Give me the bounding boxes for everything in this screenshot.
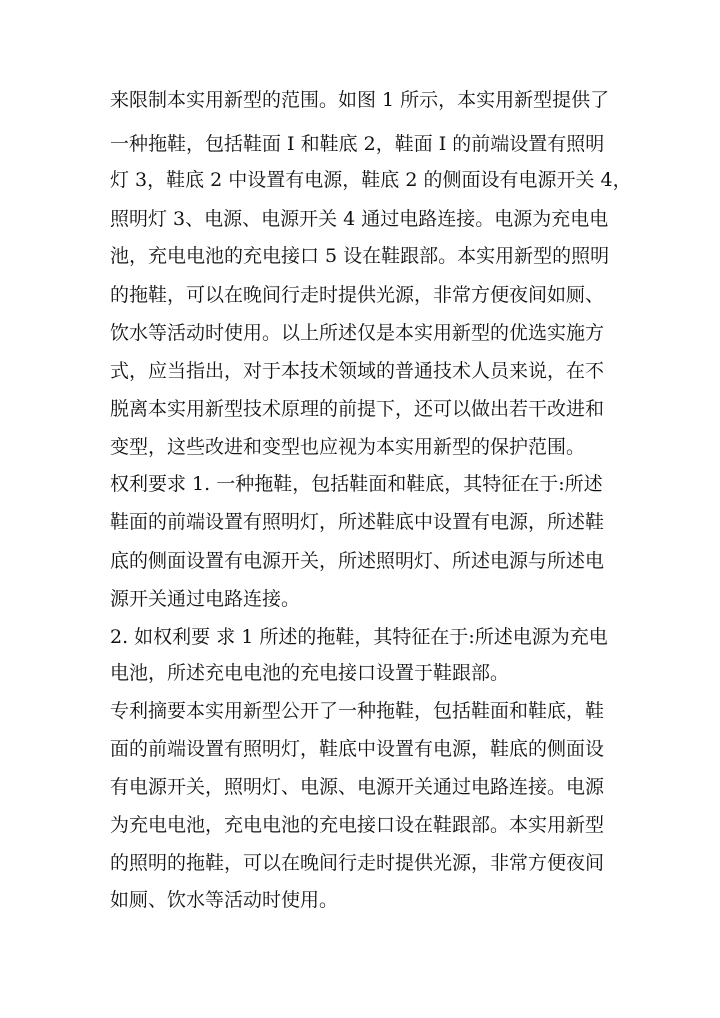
text-line: 来限制本实用新型的范围。如图 1 所示，本实用新型提供了 [110,89,610,111]
text-line: 2. 如权利要 求 1 所述的拖鞋，其特征在于:所述电源为充电 [110,626,608,648]
text-line: 池，充电电池的充电接口 5 设在鞋跟部。本实用新型的照明 [110,245,610,267]
text-line: 面的前端设置有照明灯，鞋底中设置有电源，鞋底的侧面设 [110,738,605,760]
text-line: 灯 3，鞋底 2 中设置有电源，鞋底 2 的侧面设有电源开关 4， [110,169,632,191]
text-line: 电池，所述充电电池的充电接口设置于鞋跟部。 [110,662,510,684]
text-line: 权利要求 1. 一种拖鞋，包括鞋面和鞋底，其特征在于:所述 [110,473,603,495]
text-line: 专利摘要本实用新型公开了一种拖鞋，包括鞋面和鞋底，鞋 [110,700,605,722]
text-line: 有电源开关，照明灯、电源、电源开关通过电路连接。电源 [110,776,605,798]
text-line: 鞋面的前端设置有照明灯，所述鞋底中设置有电源，所述鞋 [110,511,605,533]
text-line: 的照明的拖鞋，可以在晚间行走时提供光源，非常方便夜间 [110,852,605,874]
text-line: 饮水等活动时使用。以上所述仅是本实用新型的优选实施方 [110,322,605,344]
text-line: 源开关通过电路连接。 [110,588,301,610]
text-line: 变型，这些改进和变型也应视为本实用新型的保护范围。 [110,436,586,458]
text-line: 底的侧面设置有电源开关，所述照明灯、所述电源与所述电 [110,550,605,572]
text-line: 一种拖鞋，包括鞋面 I 和鞋底 2，鞋面 I 的前端设置有照明 [110,133,605,155]
text-line: 照明灯 3、电源、电源开关 4 通过电路连接。电源为充电电 [110,208,609,230]
text-line: 脱离本实用新型技术原理的前提下，还可以做出若干改进和 [110,398,605,420]
text-line: 为充电电池，充电电池的充电接口设在鞋跟部。本实用新型 [110,814,605,836]
text-line: 如厕、饮水等活动时使用。 [110,889,339,911]
text-line: 式，应当指出，对于本技术领域的普通技术人员来说，在不 [110,360,605,382]
text-line: 的拖鞋，可以在晚间行走时提供光源，非常方便夜间如厕、 [110,284,605,306]
